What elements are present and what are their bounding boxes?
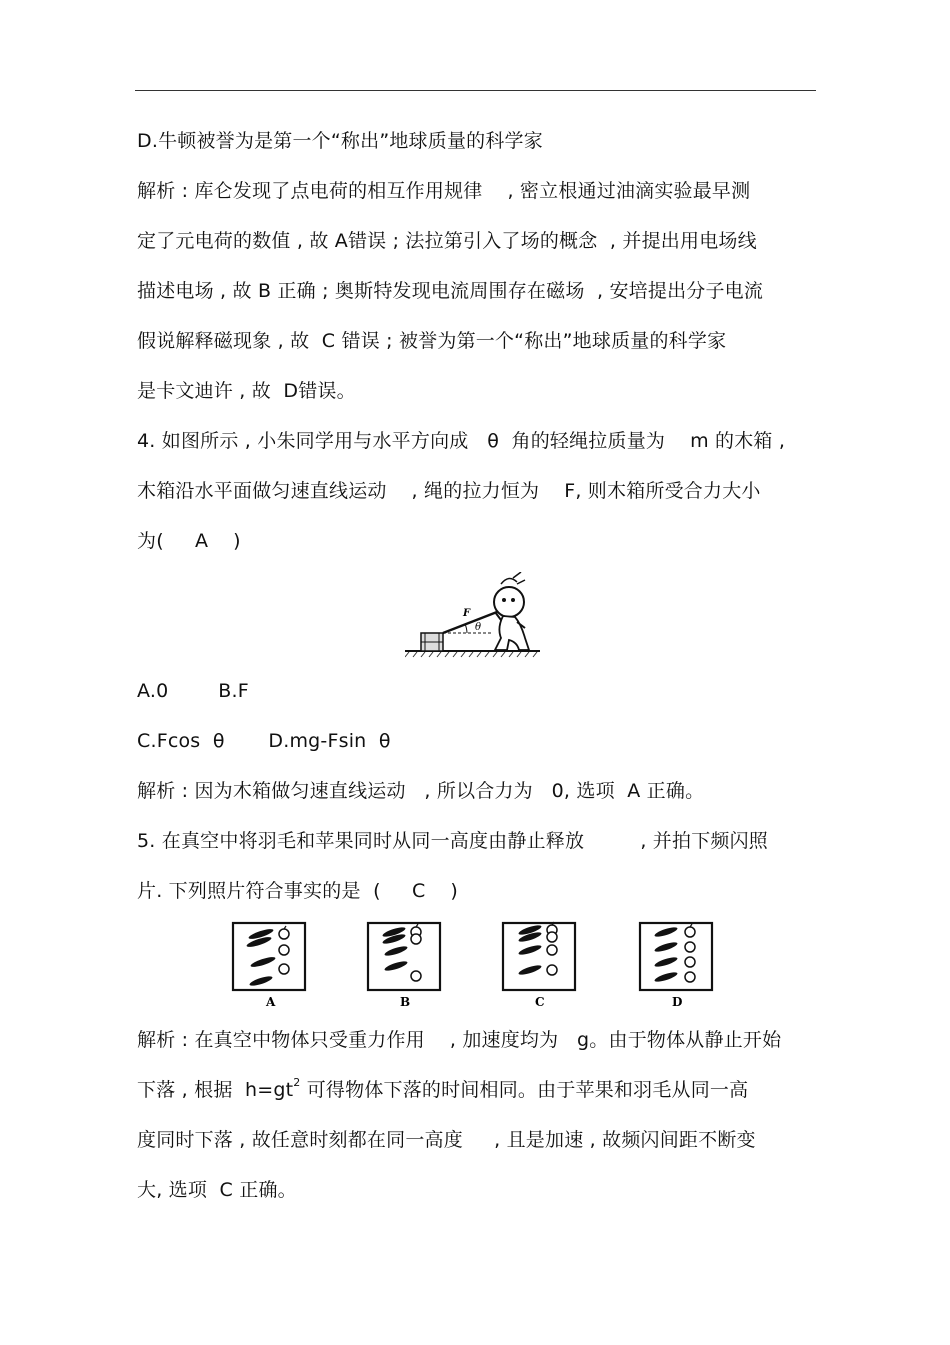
- question-5-line-1: 5. 在真空中将羽毛和苹果同时从同一高度由静止释放 , 并拍下频闪照: [137, 830, 769, 852]
- analysis-line-5: 是卡文迪许 , 故 D错误。: [137, 380, 356, 402]
- panel-d: [640, 923, 712, 990]
- panel-b: [368, 923, 440, 990]
- formula-text: 下落 , 根据 h=gt: [137, 1079, 294, 1101]
- option-d-text: D.牛顿被誉为是第一个“称出”地球质量的科学家: [137, 130, 543, 152]
- panel-c: [503, 922, 575, 990]
- angle-label: θ: [475, 622, 482, 633]
- panel-label-a: A: [266, 995, 276, 1009]
- analysis-q5-line-1: 解析 : 在真空中物体只受重力作用 , 加速度均为 g。由于物体从静止开始: [137, 1029, 782, 1051]
- analysis-q4: 解析 : 因为木箱做匀速直线运动 , 所以合力为 0, 选项 A 正确。: [137, 780, 705, 802]
- figure-pulling-box: [405, 572, 540, 658]
- analysis-q5-line-4: 大, 选项 C 正确。: [137, 1179, 297, 1201]
- analysis-line-1: 解析 : 库仑发现了点电荷的相互作用规律 , 密立根通过油滴实验最早测: [137, 180, 751, 202]
- analysis-q5-line-2-rest: 可得物体下落的时间相同。由于苹果和羽毛从同一高: [300, 1079, 749, 1101]
- option-c-d: C.Fcos θ D.mg-Fsin θ: [137, 730, 391, 752]
- header-rule: [135, 90, 816, 91]
- question-4-answer: 为( A ): [137, 530, 241, 552]
- analysis-line-2: 定了元电荷的数值 , 故 A错误 ; 法拉第引入了场的概念 , 并提出用电场线: [137, 230, 757, 252]
- panel-label-c: C: [535, 995, 545, 1009]
- analysis-line-3: 描述电场 , 故 B 正确 ; 奥斯特发现电流周围存在磁场 , 安培提出分子电流: [137, 280, 764, 302]
- figure-photo-panels: [230, 920, 720, 1012]
- analysis-q5-line-3: 度同时下落 , 故任意时刻都在同一高度 , 且是加速 , 故频闪间距不断变: [137, 1129, 756, 1151]
- question-5-line-2: 片. 下列照片符合事实的是 ( C ): [137, 880, 459, 902]
- formula-exponent: 2: [293, 1076, 301, 1089]
- person-head: [494, 587, 524, 617]
- option-a-b: A.0 B.F: [137, 680, 249, 702]
- analysis-line-4: 假说解释磁现象 , 故 C 错误 ; 被誉为第一个“称出”地球质量的科学家: [137, 330, 727, 352]
- panel-label-b: B: [400, 995, 411, 1009]
- panel-label-d: D: [672, 995, 683, 1009]
- panel-a: [233, 923, 305, 990]
- question-4-line-1: 4. 如图所示 , 小朱同学用与水平方向成 θ 角的轻绳拉质量为 m 的木箱 ,: [137, 430, 786, 452]
- analysis-q5-line-2: [137, 1078, 748, 1105]
- force-label: F: [463, 608, 471, 619]
- question-4-line-2: 木箱沿水平面做匀速直线运动 , 绳的拉力恒为 F, 则木箱所受合力大小: [137, 480, 761, 502]
